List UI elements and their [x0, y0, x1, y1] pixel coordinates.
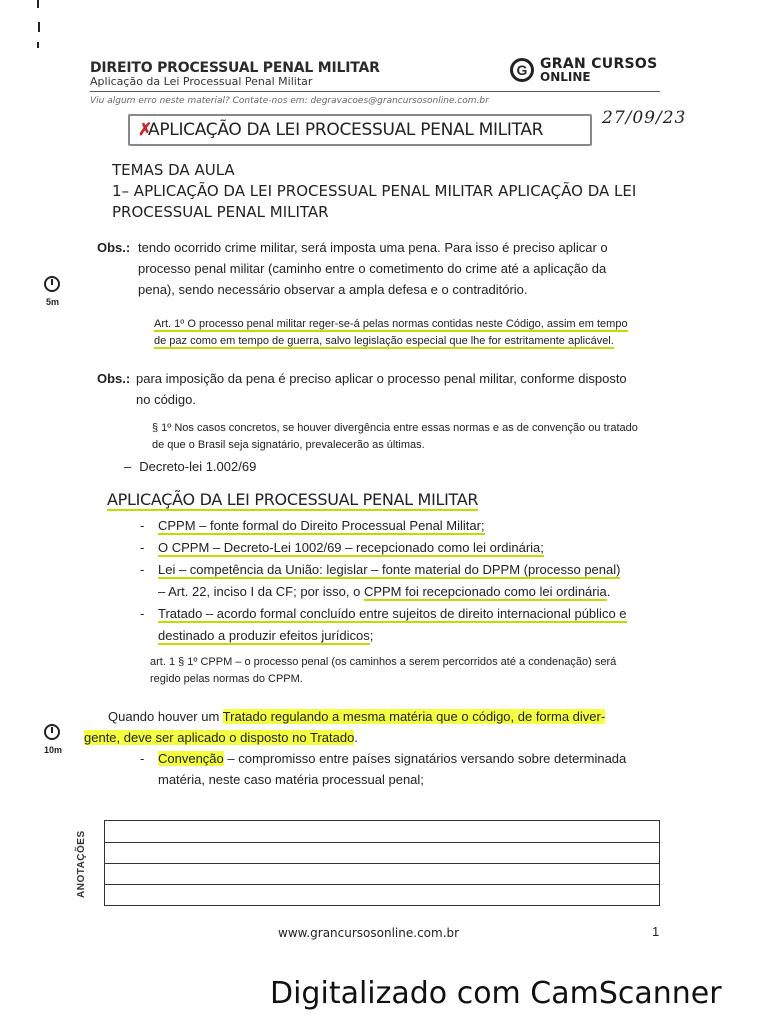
temas-item-1: 1– APLICAÇÃO DA LEI PROCESSUAL PENAL MILITAR APLICAÇÃO DA LEI [112, 182, 637, 200]
scan-edge-mark [37, 0, 39, 8]
convencao-item: - Convenção – compromisso entre países signatários versando sobre determinada matéria, neste caso matéria processual penal; [140, 748, 680, 790]
camscanner-watermark: Digitalizado com CamScanner [270, 976, 722, 1011]
gran-cursos-logo [510, 56, 670, 88]
temas-item-1-cont: PROCESSUAL PENAL MILITAR [112, 203, 329, 221]
scan-edge-mark [37, 42, 39, 48]
paragraph-1-line: de que o Brasil seja signatário, prevalecerão as últimas. [152, 439, 425, 451]
list-item-cont [140, 625, 680, 647]
quando-paragraph-cont [84, 727, 674, 748]
timer-icon [44, 276, 60, 292]
list-item: - O CPPM – Decreto-Lei 1002/69 – recepcionado como lei ordinária; [140, 540, 544, 555]
notes-box [104, 820, 660, 906]
section-2-title [107, 490, 478, 509]
paragraph-1-line: § 1º Nos casos concretos, se houver divergência entre essas normas e as de convenção ou tratado [152, 422, 638, 434]
convencao-text: – compromisso entre países signatários versando sobre determinada [223, 751, 627, 766]
notes-label: ANOTAÇÕES [76, 830, 87, 898]
obs2-text [136, 368, 676, 410]
section-2-title-text: APLICAÇÃO DA LEI PROCESSUAL PENAL MILITAR [107, 490, 479, 509]
contact-line: Viu algum erro neste material? Contate-nos em: degravacoes@grancursosonline.com.br [90, 96, 489, 106]
article-1-quote [154, 316, 674, 350]
logo-line1: GRAN CURSOS [540, 56, 658, 72]
convencao-term: Convenção [158, 751, 224, 766]
list-item: - CPPM – fonte formal do Direito Processual Penal Militar; [140, 518, 485, 533]
red-x-mark: ✗ [138, 120, 153, 139]
quando-highlight: Tratado regulando a mesma matéria que o código, de forma diver- [222, 709, 606, 724]
quando-text: . [354, 730, 358, 745]
paragraph-1-quote [152, 420, 672, 454]
obs2-line: no código. [136, 392, 196, 407]
quando-highlight: gente, deve ser aplicado o disposto no Tratado [84, 730, 355, 745]
list-item-cont [140, 581, 680, 603]
article-1-line: Art. 1º O processo penal militar reger-se-á pelas normas contidas neste Código, assim em tempo [154, 318, 628, 330]
main-title: APLICAÇÃO DA LEI PROCESSUAL PENAL MILITAR [148, 120, 544, 140]
decreto-item: – Decreto-lei 1.002/69 [124, 459, 257, 474]
obs-label: Obs.: [97, 371, 131, 386]
article-1-line: de paz como em tempo de guerra, salvo legislação especial que lhe for estritamente aplicável. [154, 335, 614, 347]
bullet-text: ; [369, 628, 374, 643]
article-1-cppm-line: art. 1 § 1º CPPM – o processo penal (os caminhos a serem percorridos até a condenação) será [150, 656, 617, 668]
bullet-list [140, 515, 680, 647]
page-number: 1 [652, 924, 660, 939]
convencao-text: matéria, neste caso matéria processual penal; [158, 772, 424, 787]
list-item: - Tratado – acordo formal concluído entre sujeitos de direito internacional público e [140, 606, 627, 621]
obs-label: Obs.: [97, 240, 131, 255]
obs1-text [138, 237, 668, 300]
article-1-cppm [150, 654, 670, 688]
bullet-text: – Art. 22, inciso I da CF; por isso, o [158, 584, 364, 599]
temas-section [112, 160, 636, 223]
obs2-line: para imposição da pena é preciso aplicar o processo penal militar, conforme disposto [136, 371, 627, 386]
quando-text: Quando houver um [108, 709, 223, 724]
decreto-text: Decreto-lei 1.002/69 [139, 459, 257, 474]
bullet-text: Tratado – acordo formal concluído entre sujeitos de direito internacional público e [158, 606, 627, 621]
logo-g-icon: G [510, 58, 534, 82]
bullet-text: CPPM – fonte formal do Direito Processual Penal Militar; [158, 518, 485, 533]
document-title: DIREITO PROCESSUAL PENAL MILITAR [90, 60, 380, 76]
logo-line2: ONLINE [540, 70, 591, 84]
bullet-text: O CPPM – Decreto-Lei 1002/69 – recepcionado como lei ordinária; [158, 540, 544, 555]
bullet-text-underlined: CPPM foi recepcionado como lei ordinária [363, 584, 607, 599]
quando-paragraph [108, 706, 678, 727]
obs1-line: pena), sendo necessário observar a ampla defesa e o contraditório. [138, 282, 528, 297]
bullet-text: . [606, 584, 611, 599]
document-subtitle: Aplicação da Lei Processual Penal Militar [90, 75, 313, 88]
timer-label: 5m [46, 297, 60, 307]
handwritten-date: 27/09/23 [602, 108, 687, 128]
article-1-cppm-line: regido pelas normas do CPPM. [150, 673, 303, 685]
obs1-line: tendo ocorrido crime militar, será imposta uma pena. Para isso é preciso aplicar o [138, 240, 608, 255]
footer-url: www.grancursosonline.com.br [278, 926, 460, 940]
obs1-line: processo penal militar (caminho entre o cometimento do crime até a aplicação da [138, 261, 607, 276]
list-item: - Lei – competência da União: legislar – fonte material do DPPM (processo penal) [140, 562, 621, 577]
header-divider [90, 91, 660, 92]
bullet-text: destinado a produzir efeitos jurídicos [158, 628, 370, 643]
temas-heading: TEMAS DA AULA [112, 161, 235, 179]
timer-label: 10m [44, 745, 63, 755]
timer-icon [44, 724, 60, 740]
bullet-text: Lei – competência da União: legislar – fonte material do DPPM (processo penal) [158, 562, 621, 577]
scan-edge-mark [38, 22, 40, 32]
